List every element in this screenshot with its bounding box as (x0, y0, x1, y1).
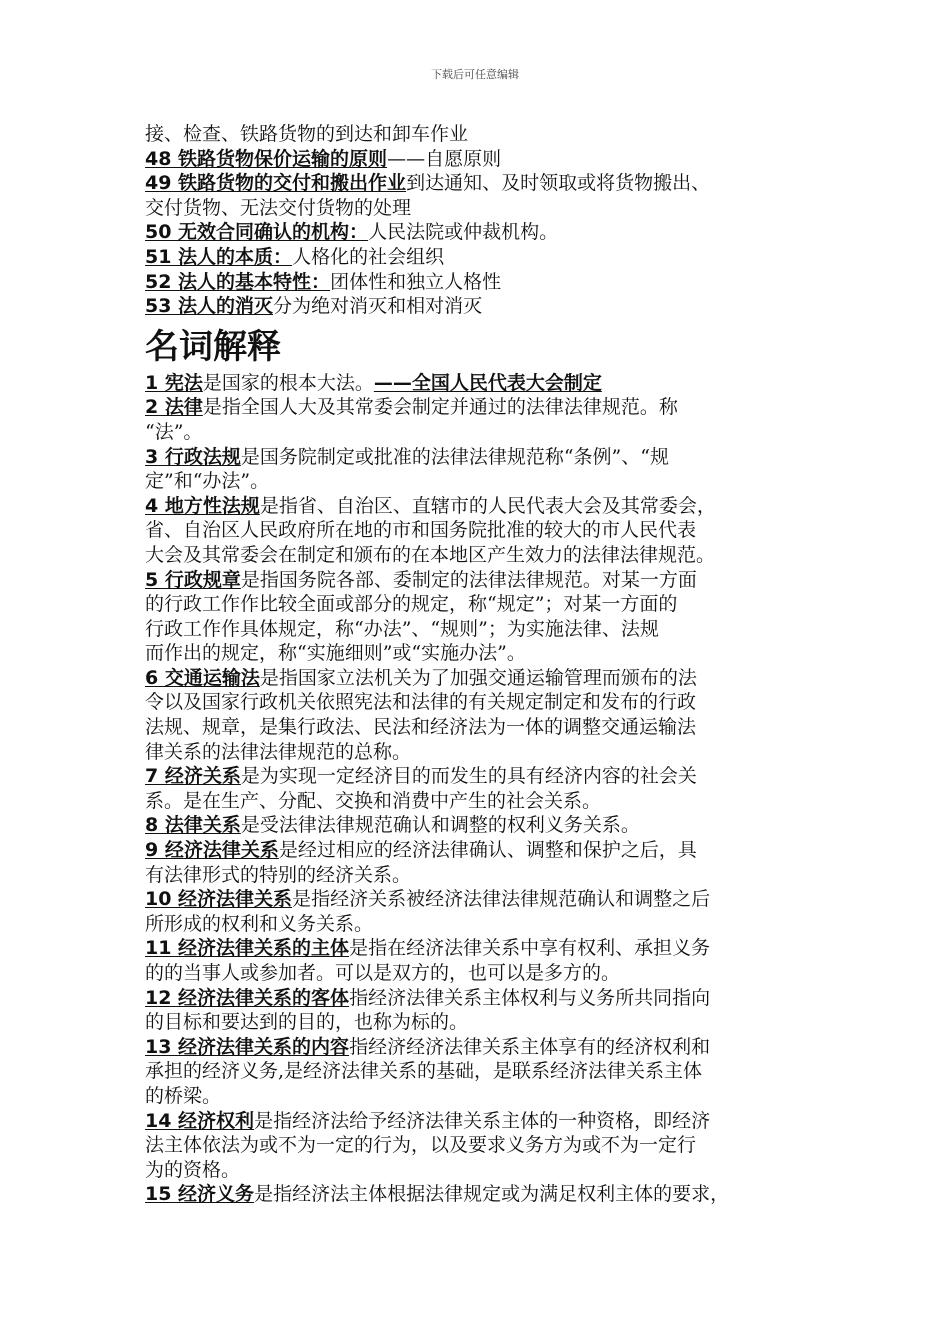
term-label: 4 地方性法规 (145, 494, 260, 517)
text-line (145, 469, 825, 494)
line-text: 人民法院或仲裁机构。 (368, 221, 559, 244)
text-line (145, 147, 825, 172)
line-text: 是指经济法主体根据法律规定或为满足权利主体的要求， (254, 1183, 730, 1206)
line-text: 所形成的权利和义务关系。 (145, 912, 374, 935)
line-text: 有法律形式的特别的经济关系。 (145, 863, 412, 886)
term-label: 50 无效合同确认的机构： (145, 221, 369, 244)
line-text: 律关系的法律法律规范的总称。 (145, 740, 412, 763)
term-label: 14 经济权利 (145, 1109, 255, 1132)
line-text: 是指全国人大及其常委会制定并通过的法律法律规范。称 (202, 396, 678, 419)
text-line (145, 1109, 825, 1134)
text-line (145, 568, 825, 593)
text-line (145, 518, 825, 543)
intro-section (145, 122, 825, 319)
line-text: 行政工作作具体规定，称“办法”、“规则”；为实施法律、法规 (145, 617, 659, 640)
line-text: 是指省、自治区、直辖市的人民代表大会及其常委会， (259, 494, 716, 517)
line-text: ——自愿原则 (387, 147, 502, 170)
term-label: 13 经济法律关系的内容 (145, 1035, 350, 1058)
line-text: 为的资格。 (145, 1158, 241, 1181)
text-line (145, 294, 825, 319)
text-line (145, 1084, 825, 1109)
line-text: 而作出的规定，称“实施细则”或“实施办法”。 (145, 642, 526, 665)
text-line (145, 740, 825, 765)
line-text: 大会及其常委会在制定和颁布的在本地区产生效力的法律法律规范。 (145, 543, 716, 566)
line-text: “法”。 (145, 420, 203, 443)
line-text: 的行政工作作比较全面或部分的规定，称“规定”；对某一方面的 (145, 593, 678, 616)
text-line (145, 1158, 825, 1183)
line-text: 是经过相应的经济法律确认、调整和保护之后，具 (278, 839, 697, 862)
text-line (145, 813, 825, 838)
document-body (145, 122, 825, 1207)
text-line (145, 270, 825, 295)
line-text: 分为绝对消灭和相对消灭 (273, 295, 483, 318)
line-text: 是指国家立法机关为了加强交通运输管理而颁布的法 (259, 666, 697, 689)
line-text: 的目标和要达到的目的，也称为标的。 (145, 1011, 469, 1034)
text-line (145, 445, 825, 470)
term-label: 48 铁路货物保价运输的原则 (145, 147, 388, 170)
text-line (145, 789, 825, 814)
line-text: 交付货物、无法交付货物的处理 (145, 196, 412, 219)
line-text: 是指在经济法律关系中享有权利、承担义务 (349, 937, 711, 960)
text-line (145, 986, 825, 1011)
line-text: 到达通知、及时领取或将货物搬出、 (406, 172, 711, 195)
text-line (145, 371, 825, 396)
line-text: 令以及国家行政机关依照宪法和法律的有关规定制定和发布的行政 (145, 691, 697, 714)
term-label: 1 宪法 (145, 371, 203, 394)
term-label: 12 经济法律关系的客体 (145, 986, 350, 1009)
line-text: 是国务院制定或批准的法律法律规范称“条例”、“规 (240, 445, 669, 468)
line-text: 法规、规章，是集行政法、民法和经济法为一体的调整交通运输法 (145, 716, 697, 739)
text-line (145, 887, 825, 912)
text-line (145, 1010, 825, 1035)
text-line (145, 666, 825, 691)
line-text: 系。是在生产、分配、交换和消费中产生的社会关系。 (145, 789, 602, 812)
line-text: 法主体依法为或不为一定的行为，以及要求义务方为或不为一定行 (145, 1134, 697, 1157)
text-line (145, 690, 825, 715)
line-text: 指经济经济法律关系主体享有的经济权利和 (349, 1035, 711, 1058)
line-text: 省、自治区人民政府所在地的市和国务院批准的较大的市人民代表 (145, 519, 697, 542)
text-line (145, 420, 825, 445)
text-line (145, 838, 825, 863)
text-line (145, 764, 825, 789)
line-text: 是指国务院各部、委制定的法律法律规范。对某一方面 (240, 568, 697, 591)
term-label: 10 经济法律关系 (145, 888, 293, 911)
text-line (145, 171, 825, 196)
text-line (145, 961, 825, 986)
line-text: 的的当事人或参加者。可以是双方的，也可以是多方的。 (145, 962, 621, 984)
line-text: 是指经济法给予经济法律关系主体的一种资格，即经济 (254, 1109, 711, 1132)
text-line (145, 1035, 825, 1060)
term-label: 9 经济法律关系 (145, 839, 279, 862)
line-text: 承担的经济义务,是经济法律关系的基础，是联系经济法律关系主体 (145, 1060, 703, 1083)
term-label: 53 法人的消灭 (145, 295, 274, 318)
text-line (145, 912, 825, 937)
term-label: 5 行政规章 (145, 568, 241, 591)
term-label: 11 经济法律关系的主体 (145, 937, 350, 960)
term-label: 8 法律关系 (145, 814, 241, 837)
text-line (145, 641, 825, 666)
line-text: 是受法律法律规范确认和调整的权利义务关系。 (240, 814, 640, 837)
line-text: 是指经济关系被经济法律法律规范确认和调整之后 (292, 888, 711, 911)
line-text: 接、检查、铁路货物的到达和卸车作业 (145, 123, 469, 145)
line-text: 人格化的社会组织 (292, 245, 445, 268)
line-text: 定”和“办法”。 (145, 470, 270, 493)
line-text: 是为实现一定经济目的而发生的具有经济内容的社会关 (240, 765, 697, 788)
line-text: 是国家的根本大法。 (202, 371, 374, 394)
text-line (145, 863, 825, 888)
text-line (145, 220, 825, 245)
text-line (145, 122, 825, 147)
line-text: 的桥梁。 (145, 1084, 222, 1107)
term-label: 51 法人的本质： (145, 245, 293, 268)
line-text: 指经济法律关系主体权利与义务所共同指向 (349, 986, 711, 1009)
text-line (145, 715, 825, 740)
line-text: 团体性和独立人格性 (330, 270, 502, 293)
text-line (145, 1133, 825, 1158)
text-line (145, 395, 825, 420)
term-label: 49 铁路货物的交付和搬出作业 (145, 172, 407, 195)
term-label: 7 经济关系 (145, 765, 241, 788)
text-line (145, 245, 825, 270)
term-label: 6 交通运输法 (145, 666, 260, 689)
text-line (145, 617, 825, 642)
text-line (145, 543, 825, 568)
text-line (145, 1059, 825, 1084)
text-line (145, 494, 825, 519)
text-line (145, 936, 825, 961)
text-line (145, 1182, 825, 1207)
text-line (145, 196, 825, 221)
text-line (145, 592, 825, 617)
term-label: 3 行政法规 (145, 445, 241, 468)
term-label-secondary: ——全国人民代表大会制定 (373, 371, 602, 394)
term-label: 52 法人的基本特性： (145, 270, 331, 293)
term-label: 15 经济义务 (145, 1183, 255, 1206)
page-header: 下载后可任意编辑 (431, 68, 519, 81)
definitions-section (145, 371, 825, 1207)
section-title: 名词解释 (145, 326, 281, 367)
term-label: 2 法律 (145, 396, 203, 419)
